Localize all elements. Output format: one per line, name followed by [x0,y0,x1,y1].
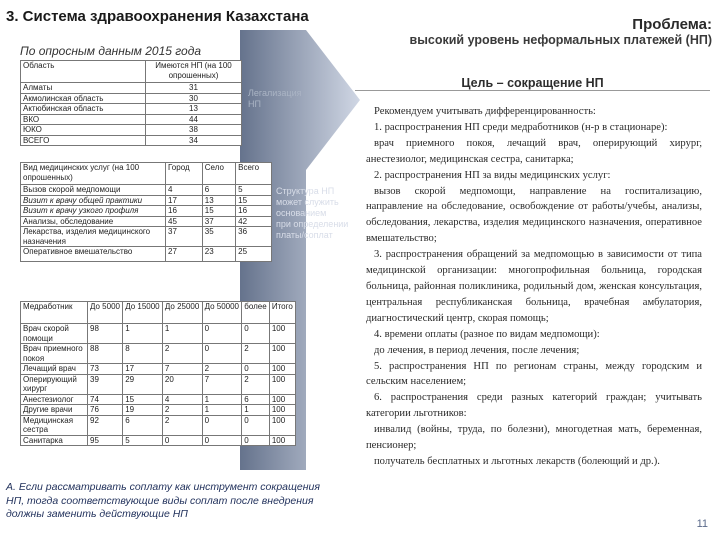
slide-title: 3. Система здравоохранения Казахстана [6,8,309,25]
recommendation-line: 3. распространения обращений за медпомощью в зависимости от типа медицинской организации: многопрофильная больница, городская больница, районная поликлиника, родильный дом, женская консультация, центральная республиканская больница, врачебная амбулатория, диагностический центр, скорая помощь; [366,249,702,324]
table-cell: 20 [162,374,202,394]
table-header-cell: Имеются НП (на 100 опрошенных) [146,61,242,83]
table-cell: Оперирующий хирург [21,374,88,394]
legalization-tag-line1: Легализация [248,88,302,98]
table-row [21,83,242,94]
table-cell: Актюбинская область [21,104,146,115]
table-row [21,374,296,394]
table-cell: 6 [202,185,235,196]
table-cell: 29 [123,374,163,394]
table-cell: 15 [202,206,235,217]
recommendation-line: врач приемного покоя, лечащий врач, оперирующий хирург, анестезиолог, медицинская сестра, санитарка; [366,137,702,165]
table-cell: 13 [146,104,242,115]
table-row [21,405,296,416]
table-header-cell: Итого [269,302,295,324]
table-row [21,324,296,344]
table-cell: 98 [88,324,123,344]
recommendation-line: 2. распространения НП за виды медицинских услуг: [374,169,611,181]
table-cell: 27 [166,247,203,262]
table-cell: 37 [166,227,203,247]
table-cell: 95 [88,435,123,446]
table-cell: 2 [162,344,202,364]
table-row [21,104,242,115]
table-cell: 45 [166,216,203,227]
table-cell: 1 [202,405,242,416]
table-cell: 39 [88,374,123,394]
structure-tag-line2: может служить [276,197,339,207]
table-cell: 8 [123,344,163,364]
table-cell: 1 [242,405,270,416]
table-cell: 0 [202,435,242,446]
table-cell: 42 [236,216,272,227]
table-header-cell: До 15000 [123,302,163,324]
table-header-row [21,302,296,324]
table-row [21,114,242,125]
table-cell: 30 [146,93,242,104]
table-cell: 37 [202,216,235,227]
table-cell: 73 [88,364,123,375]
table-cell: 19 [123,405,163,416]
table-cell: 16 [236,206,272,217]
structure-tag [276,186,348,241]
table-cell: 44 [146,114,242,125]
table-cell: 0 [202,344,242,364]
structure-tag-line4: при определении [276,219,349,229]
table-header-cell: Всего [236,163,272,185]
table-row [21,195,272,206]
structure-tag-line3: основанием [276,208,327,218]
table-cell: 2 [242,344,270,364]
table-cell: 100 [269,394,295,405]
table-cell: 1 [123,324,163,344]
recommendations-text [366,104,702,470]
table-header-row [21,61,242,83]
table-cell: Визит к врачу узкого профиля [21,206,166,217]
table-row [21,135,242,146]
table-cell: 2 [162,415,202,435]
goal-heading: Цель – сокращение НП [355,76,710,91]
table-cell: Алматы [21,83,146,94]
staff-payments-table [20,301,296,446]
table-header-cell: Область [21,61,146,83]
copayment-note: А. Если рассматривать соплату как инструмент сокращения НП, тогда соответствующие виды соплат после внедрения должны заменить действующие НП [6,481,321,520]
table-row [21,216,272,227]
table-cell: 36 [236,227,272,247]
table-header-row [21,163,272,185]
table-cell: Вызов скорой медпомощи [21,185,166,196]
table-cell: 74 [88,394,123,405]
table-cell: Медицинская сестра [21,415,88,435]
table-cell: 2 [242,374,270,394]
table-cell: 0 [242,324,270,344]
table-cell: ВСЕГО [21,135,146,146]
table-row [21,394,296,405]
table-cell: Лечащий врач [21,364,88,375]
table-cell: 100 [269,415,295,435]
table-cell: 0 [242,364,270,375]
table-cell: 76 [88,405,123,416]
table-cell: 100 [269,405,295,416]
recommendation-line: 4. времени оплаты (разное по видам медпомощи): [374,328,600,340]
table-cell: 0 [202,415,242,435]
table-cell: 15 [236,195,272,206]
table-row [21,344,296,364]
table-cell: 25 [236,247,272,262]
table-cell: 100 [269,364,295,375]
table-header-cell: До 50000 [202,302,242,324]
table-cell: Акмолинская область [21,93,146,104]
table-cell: 1 [162,324,202,344]
services-table [20,162,272,262]
table-header-cell: До 25000 [162,302,202,324]
table-cell: Оперативное вмешательство [21,247,166,262]
table-cell: Визит к врачу общей практики [21,195,166,206]
table-cell: 2 [162,405,202,416]
table-cell: 16 [166,206,203,217]
table-cell: 5 [123,435,163,446]
table-header-cell: Медработник [21,302,88,324]
table-cell: 88 [88,344,123,364]
table-row [21,364,296,375]
table-cell: 34 [146,135,242,146]
survey-subtitle: По опросным данным 2015 года [20,44,202,58]
table-cell: 0 [202,324,242,344]
table-cell: 2 [202,364,242,375]
table-cell: 100 [269,435,295,446]
table-cell: 0 [242,415,270,435]
legalization-tag [248,88,301,110]
table-cell: 13 [202,195,235,206]
recommendation-line: инвалид (войны, труда, по болезни), многодетная мать, беременная, пенсионер; [366,424,702,452]
table-cell: 4 [166,185,203,196]
table-cell: 35 [202,227,235,247]
table-cell: 38 [146,125,242,136]
table-row [21,93,242,104]
table-row [21,206,272,217]
problem-label: Проблема: [632,16,712,33]
table-cell: 17 [123,364,163,375]
structure-tag-line5: платы/соплат [276,230,333,240]
table-cell: 92 [88,415,123,435]
table-row [21,435,296,446]
table-cell: Другие врачи [21,405,88,416]
table-cell: ЮКО [21,125,146,136]
recommendation-line: Рекомендуем учитывать дифференцированность: [374,106,596,117]
table-cell: 1 [202,394,242,405]
table-cell: 6 [242,394,270,405]
table-row [21,227,272,247]
table-header-cell: Вид медицинских услуг (на 100 опрошенных) [21,163,166,185]
recommendation-line: до лечения, в период лечения, после лечения; [374,344,580,356]
page-number: 11 [696,518,708,530]
table-cell: 0 [162,435,202,446]
table-cell: Лекарства, изделия медицинского назначения [21,227,166,247]
table-cell: 17 [166,195,203,206]
region-table [20,60,242,146]
table-cell: 7 [162,364,202,375]
table-cell: 100 [269,344,295,364]
table-cell: 31 [146,83,242,94]
table-row [21,125,242,136]
legalization-tag-line2: НП [248,99,261,109]
table-cell: 100 [269,374,295,394]
table-cell: ВКО [21,114,146,125]
table-cell: Врач приемного покоя [21,344,88,364]
recommendation-line: 6. распространения среди разных категорий граждан; учитывать категории льготников: [366,392,702,420]
table-cell: 6 [123,415,163,435]
structure-tag-line1: Структура НП [276,186,335,196]
table-cell: 100 [269,324,295,344]
recommendation-line: получатель бесплатных и льготных лекарств (болеющий и др.). [374,455,660,467]
table-header-cell: До 5000 [88,302,123,324]
recommendation-line: вызов скорой медпомощи, направление на госпитализацию, направление на обследование, освобождение от работы/учебы, анализы, обследования, лекарства, изделия медицинского назначения, оперативное вмешательство; [366,185,702,245]
table-header-cell: Город [166,163,203,185]
problem-heading [332,16,712,47]
table-cell: Врач скорой помощи [21,324,88,344]
table-cell: Анестезиолог [21,394,88,405]
table-row [21,247,272,262]
table-header-cell: более [242,302,270,324]
table-header-cell: Село [202,163,235,185]
recommendation-line: 1. распространения НП среди медработников (н-р в стационаре): [374,121,668,133]
table-row [21,415,296,435]
table-cell: 4 [162,394,202,405]
table-cell: 0 [242,435,270,446]
table-cell: Санитарка [21,435,88,446]
table-cell: 7 [202,374,242,394]
recommendation-line: 5. распространения НП по регионам страны, между городским и сельским населением; [366,360,702,388]
table-row [21,185,272,196]
problem-statement: высокий уровень неформальных платежей (НП) [409,33,712,47]
table-cell: 5 [236,185,272,196]
table-cell: 15 [123,394,163,405]
table-cell: 23 [202,247,235,262]
table-cell: Анализы, обследование [21,216,166,227]
